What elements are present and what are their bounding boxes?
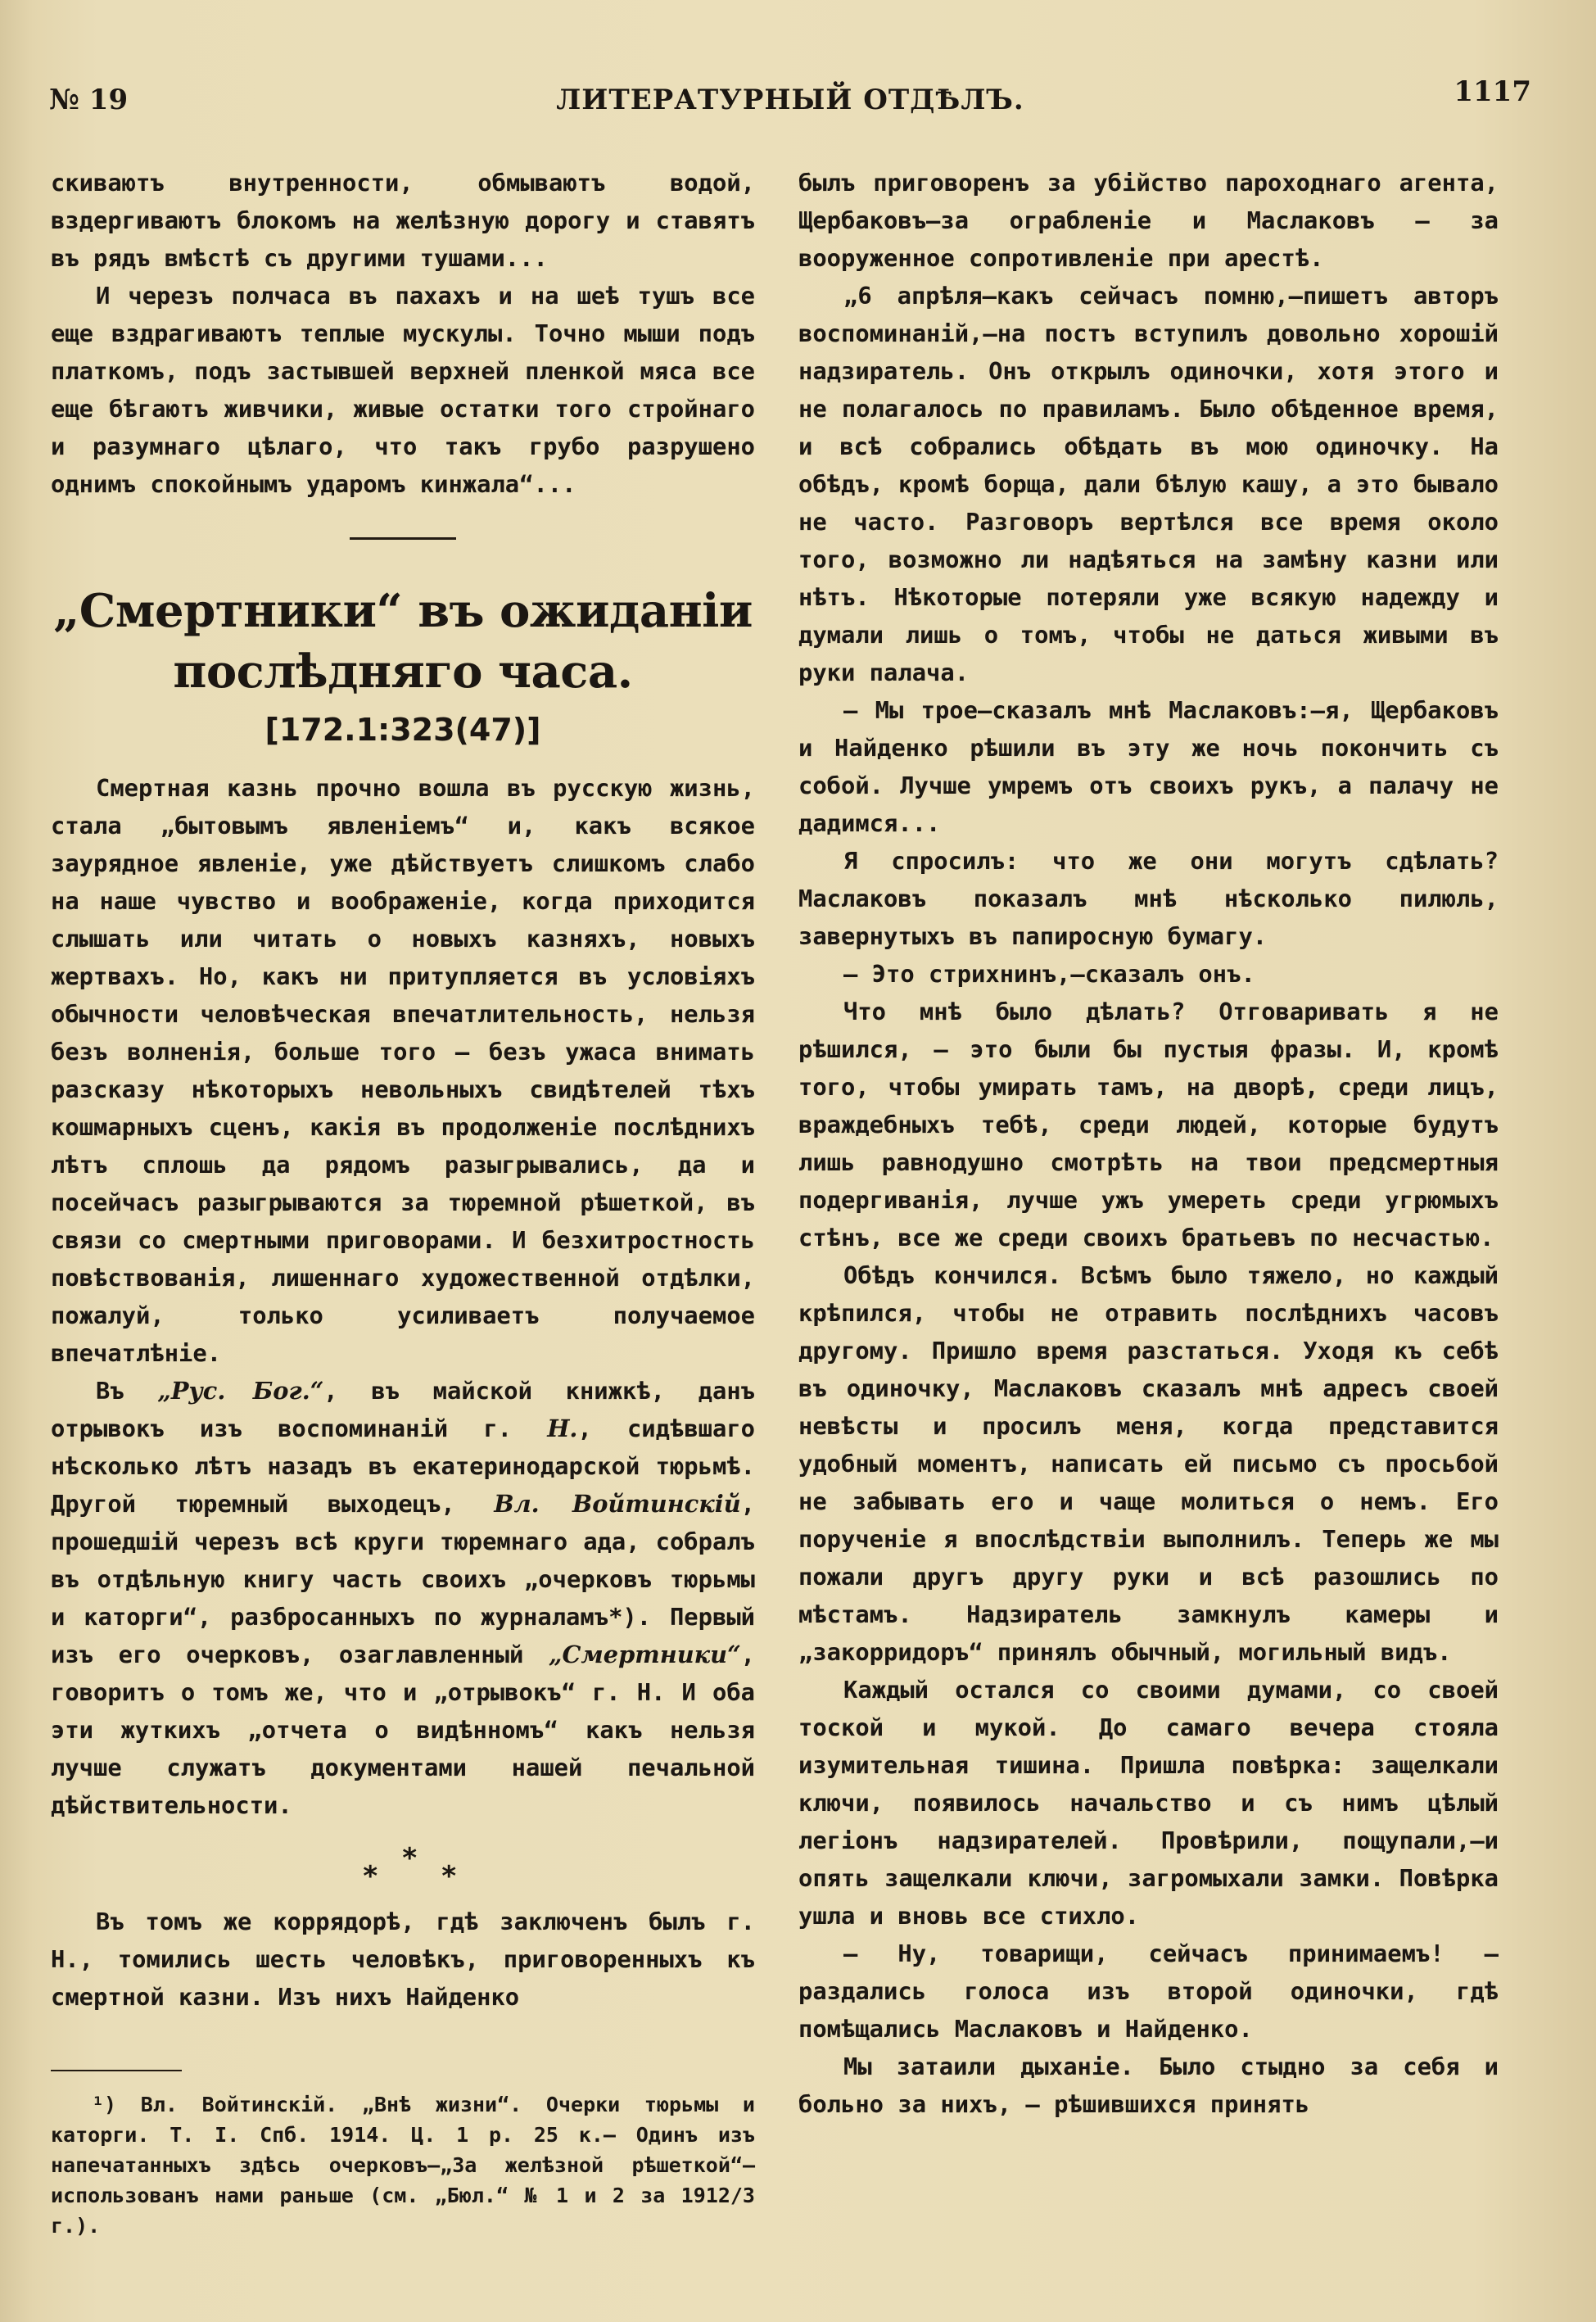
asterisk-left: * bbox=[362, 1860, 379, 1893]
right-column bbox=[798, 164, 1499, 2123]
issue-number: № 19 bbox=[49, 84, 129, 116]
right-paragraph-6: Что мнѣ было дѣлать? Отговаривать я не рѣшился, — это были бы пустыя фразы. И, кромѣ того, чтобы умирать тамъ, на дворѣ, среди лицъ, враждебныхъ тебѣ, среди людей, которые будутъ лишь равнодушно смотрѣть на твои предсмертныя подергиванія, лучше ужъ умереть среди угрюмыхъ стѣнъ, все же среди своихъ братьевъ по несчастью. bbox=[798, 998, 1499, 1252]
p2-text-e: , говоритъ о томъ же, что и „отрывокъ“ г. Н. И оба эти жуткихъ „отчета о видѣнномъ“ какъ нельзя лучше служатъ документами нашей печальной дѣйствительности. bbox=[51, 1641, 755, 1819]
right-paragraph-9: — Ну, товарищи, сейчасъ принимаемъ! — раздались голоса изъ второй одиночки, гдѣ помѣщались Маслаковъ и Найденко. bbox=[798, 1940, 1499, 2043]
right-paragraph-7: Обѣдъ кончился. Всѣмъ было тяжело, но каждый крѣпился, чтобы не отравить послѣднихъ часовъ другому. Пришло время разстаться. Уходя къ себѣ въ одиночку, Маслаковъ сказалъ мнѣ адресъ своей невѣсты и просилъ меня, когда представится удобный моментъ, написать ей письмо съ просьбой не забывать его и чаще молиться о немъ. Его порученіе я впослѣдствіи выполнилъ. Теперь же мы пожали другъ другу руки и всѣ разошлись по мѣстамъ. Надзиратель замкнулъ камеры и „закорридоръ“ принялъ обычный, могильный видъ. bbox=[798, 1261, 1499, 1666]
right-paragraph-3: — Мы трое—сказалъ мнѣ Маслаковъ:—я, Щербаковъ и Найденко рѣшили въ эту же ночь покончить съ собой. Лучше умремъ отъ своихъ рукъ, а палачу не дадимся... bbox=[798, 696, 1499, 837]
article-paragraph-2 bbox=[51, 1372, 755, 1824]
p2-text-a: Въ bbox=[96, 1377, 158, 1405]
right-paragraph-4: Я спросилъ: что же они могутъ сдѣлать? Маслаковъ показалъ мнѣ нѣсколько пилюль, завернутыхъ въ папиросную бумагу. bbox=[798, 847, 1499, 950]
footnote: ¹) Вл. Войтинскій. „Внѣ жизни“. Очерки тюрьмы и каторги. Т. I. Спб. 1914. Ц. 1 р. 25 к.— Одинъ изъ напечатанныхъ здѣсь очерковъ—„За желѣзной рѣшеткой“—использованъ нами раньше (см. „Бюл.“ № 1 и 2 за 1912/3 г.). bbox=[51, 2093, 755, 2238]
right-paragraph-1: былъ приговоренъ за убійство пароходнаго агента, Щербаковъ—за ограбленіе и Маслаковъ — за вооруженное сопротивленіе при арестѣ. bbox=[798, 169, 1499, 272]
right-paragraph-8: Каждый остался со своими думами, со своей тоской и мукой. До самаго вечера стояла изумительная тишина. Пришла повѣрка: защелкали ключи, появилось начальство и съ нимъ цѣлый легіонъ надзирателей. Провѣрили, пощупали,—и опять защелкали ключи, загромыхали замки. Повѣрка ушла и вновь все стихло. bbox=[798, 1676, 1499, 1930]
article-title: „Смертники“ въ ожиданіи послѣдняго часа. bbox=[53, 584, 753, 699]
asterisk-top: * bbox=[401, 1842, 418, 1875]
p2-text-c: , сидѣвшаго нѣсколько лѣтъ назадъ въ екатеринодарской тюрьмѣ. Другой тюремный выходецъ, bbox=[51, 1414, 755, 1518]
section-divider bbox=[350, 537, 456, 540]
page-number: 1117 bbox=[1454, 75, 1531, 108]
right-paragraph-10: Мы затаили дыханіе. Было стыдно за себя и больно за нихъ, — рѣшившихся принять bbox=[798, 2053, 1499, 2118]
left-column bbox=[51, 164, 755, 2241]
intro-paragraph-2: И черезъ полчаса въ пахахъ и на шеѣ тушъ все еще вздрагиваютъ теплые мускулы. Точно мыши подъ платкомъ, подъ застывшей верхней пленкой мяса все еще бѣгаютъ живчики, живые остатки того стройнаго и разумнаго цѣлаго, что такъ грубо разрушено однимъ спокойнымъ ударомъ кинжала“... bbox=[51, 282, 755, 498]
article-paragraph-3: Въ томъ же коррядорѣ, гдѣ заключенъ былъ г. Н., томились шесть человѣкъ, приговоренныхъ къ смертной казни. Изъ нихъ Найденко bbox=[51, 1908, 755, 2011]
page-header bbox=[49, 75, 1531, 124]
ref-author-n: Н. bbox=[547, 1414, 578, 1442]
udc-classification: [172.1:323(47)] bbox=[264, 712, 541, 748]
ref-smertniki: „Смертники“ bbox=[548, 1641, 741, 1668]
asterism-separator bbox=[51, 1842, 755, 1896]
intro-paragraph-1: скиваютъ внутренности, обмываютъ водой, вздергиваютъ блокомъ на желѣзную дорогу и ставятъ въ рядъ вмѣстѣ съ другими тушами... bbox=[51, 169, 755, 272]
asterisk-right: * bbox=[441, 1860, 458, 1893]
p2-text-d: , прошедшій черезъ всѣ круги тюремнаго ада, собралъ въ отдѣльную книгу часть своихъ „очерковъ тюрьмы и каторги“, разбросанныхъ по журналамъ*). Первый изъ его очерковъ, озаглавленный bbox=[51, 1490, 755, 1668]
right-paragraph-5: — Это стрихнинъ,—сказалъ онъ. bbox=[843, 960, 1255, 988]
ref-voitinsky: Вл. Войтинскій bbox=[494, 1490, 741, 1518]
article-paragraph-1: Смертная казнь прочно вошла въ русскую жизнь, стала „бытовымъ явленіемъ“ и, какъ всякое заурядное явленіе, уже дѣйствуетъ слишкомъ слабо на наше чувство и воображеніе, когда приходится слышать или читать о новыхъ казняхъ, новыхъ жертвахъ. Но, какъ ни притупляется въ условіяхъ обычности человѣческая впечатлительность, нельзя безъ волненія, больше того — безъ ужаса внимать разсказу нѣкоторыхъ невольныхъ свидѣтелей тѣхъ кошмарныхъ сценъ, какія въ продолженіе послѣднихъ лѣтъ сплошь да рядомъ разыгрывались, да и посейчасъ разыгрываются за тюремной рѣшеткой, въ связи со смертными приговорами. И безхитростность повѣствованія, лишеннаго художественной отдѣлки, пожалуй, только усиливаетъ получаемое впечатлѣніе. bbox=[51, 774, 755, 1367]
p2-text-b: , въ майской книжкѣ, данъ отрывокъ изъ воспоминаній г. bbox=[51, 1377, 755, 1442]
ref-rus-bog: „Рус. Бог.“ bbox=[157, 1377, 324, 1405]
footnote-rule bbox=[51, 2070, 182, 2071]
section-title: ЛИТЕРАТУРНЫЙ ОТДѢЛЪ. bbox=[556, 84, 1024, 116]
right-paragraph-2: „6 апрѣля—какъ сейчасъ помню,—пишетъ авторъ воспоминаній,—на постъ вступилъ довольно хорошій надзиратель. Онъ открылъ одиночки, хотя этого и не полагалось по правиламъ. Было обѣденное время, и всѣ собрались обѣдать въ мою одиночку. На обѣдъ, кромѣ борща, дали бѣлую кашу, а это бывало не часто. Разговоръ вертѣлся все время около того, возможно ли надѣяться на замѣну казни или нѣтъ. Нѣкоторые потеряли уже всякую надежду и думали лишь о томъ, чтобы не даться живыми въ руки палача. bbox=[798, 282, 1499, 686]
